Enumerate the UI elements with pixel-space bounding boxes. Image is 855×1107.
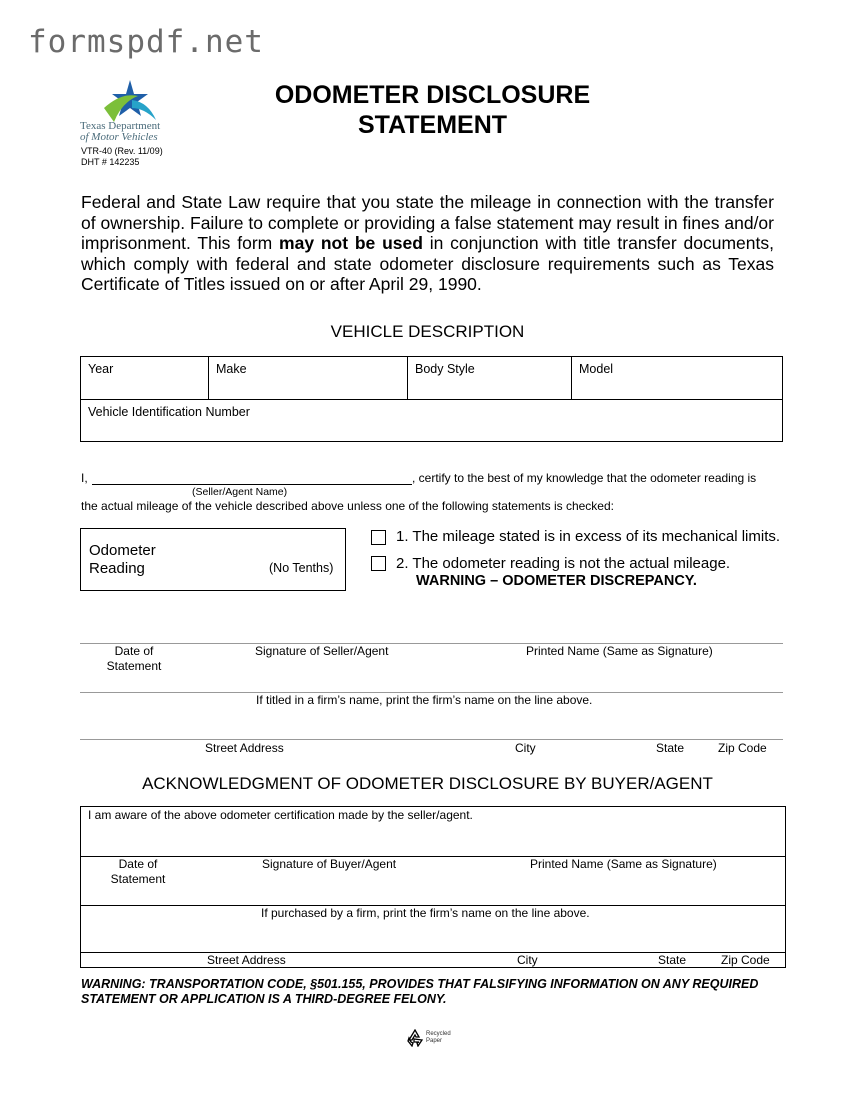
seller-name-line[interactable] [92, 484, 412, 485]
form-number: VTR-40 (Rev. 11/09) DHT # 142235 [81, 146, 163, 167]
buyer-date-label: Date of Statement [110, 857, 166, 886]
seller-name-caption: (Seller/Agent Name) [192, 486, 288, 498]
recycled-paper-label: Recycled Paper [426, 1031, 451, 1044]
model-field[interactable]: Model [572, 357, 783, 400]
vehicle-description-heading: VEHICLE DESCRIPTION [330, 322, 525, 341]
odometer-reading-field[interactable] [80, 528, 346, 591]
not-actual-mileage-checkbox[interactable] [371, 556, 386, 571]
vehicle-table [80, 356, 783, 442]
buyer-acknowledgment-box [80, 806, 786, 968]
odometer-discrepancy-warning: WARNING – ODOMETER DISCREPANCY. [416, 573, 697, 589]
certify-suffix: , certify to the best of my knowledge that the odometer reading is [412, 471, 757, 485]
year-field[interactable]: Year [81, 357, 209, 400]
seller-signature-label: Signature of Seller/Agent [255, 644, 389, 658]
agency-name: Texas Department of Motor Vehicles [80, 120, 161, 143]
seller-zip-label: Zip Code [718, 741, 767, 755]
seller-date-label: Date of Statement [106, 644, 162, 673]
make-field[interactable]: Make [209, 357, 408, 400]
seller-printed-name-label: Printed Name (Same as Signature) [526, 644, 713, 658]
watermark: formspdf.net [28, 24, 264, 60]
no-tenths-label: (No Tenths) [269, 561, 334, 575]
buyer-printed-name-label: Printed Name (Same as Signature) [530, 857, 717, 871]
body-style-field[interactable]: Body Style [408, 357, 572, 400]
buyer-city-label: City [517, 953, 538, 967]
buyer-street-label: Street Address [207, 953, 286, 967]
seller-street-label: Street Address [205, 741, 284, 755]
recycle-icon [405, 1029, 425, 1047]
statement-1: 1. The mileage stated is in excess of its mechanical limits. [396, 528, 781, 545]
txdmv-star-logo [100, 78, 160, 124]
statement-2: 2. The odometer reading is not the actual mileage. [396, 555, 731, 572]
mechanical-limits-checkbox[interactable] [371, 530, 386, 545]
seller-city-label: City [515, 741, 536, 755]
intro-paragraph: Federal and State Law require that you state the mileage in connection with the transfer of ownership. Failure to complete or providing a false statement may result in fines and/or imprisonment. This form may not be used in conjunction with title transfer documents, which comply with federal and state odometer disclosure requirements such as Texas Certificate of Titles issued on or after April 29, 1990. [81, 192, 774, 294]
buyer-firm-note: If purchased by a firm, print the firm’s name on the line above. [261, 906, 590, 920]
buyer-acknowledgment-heading: ACKNOWLEDGMENT OF ODOMETER DISCLOSURE BY BUYER/AGENT [142, 774, 713, 793]
buyer-state-label: State [658, 953, 687, 967]
page-title: ODOMETER DISCLOSURE STATEMENT [274, 81, 591, 139]
seller-state-label: State [656, 741, 685, 755]
certify-prefix: I, [81, 471, 88, 485]
buyer-zip-label: Zip Code [721, 953, 770, 967]
seller-firm-note: If titled in a firm’s name, print the firm’s name on the line above. [256, 693, 593, 707]
odometer-label: Odometer Reading [89, 542, 156, 577]
vin-field[interactable]: Vehicle Identification Number [81, 400, 783, 442]
felony-warning: WARNING: TRANSPORTATION CODE, §501.155, PROVIDES THAT FALSIFYING INFORMATION ON ANY REQUIRED STATEMENT OR APPLICATION IS A THIRD-DEGREE FELONY. [81, 977, 759, 1006]
certify-line2: the actual mileage of the vehicle described above unless one of the following statements is checked: [81, 499, 614, 513]
buyer-signature-label: Signature of Buyer/Agent [262, 857, 397, 871]
seller-address-line[interactable] [80, 739, 783, 740]
buyer-aware-text: I am aware of the above odometer certification made by the seller/agent. [88, 808, 473, 822]
